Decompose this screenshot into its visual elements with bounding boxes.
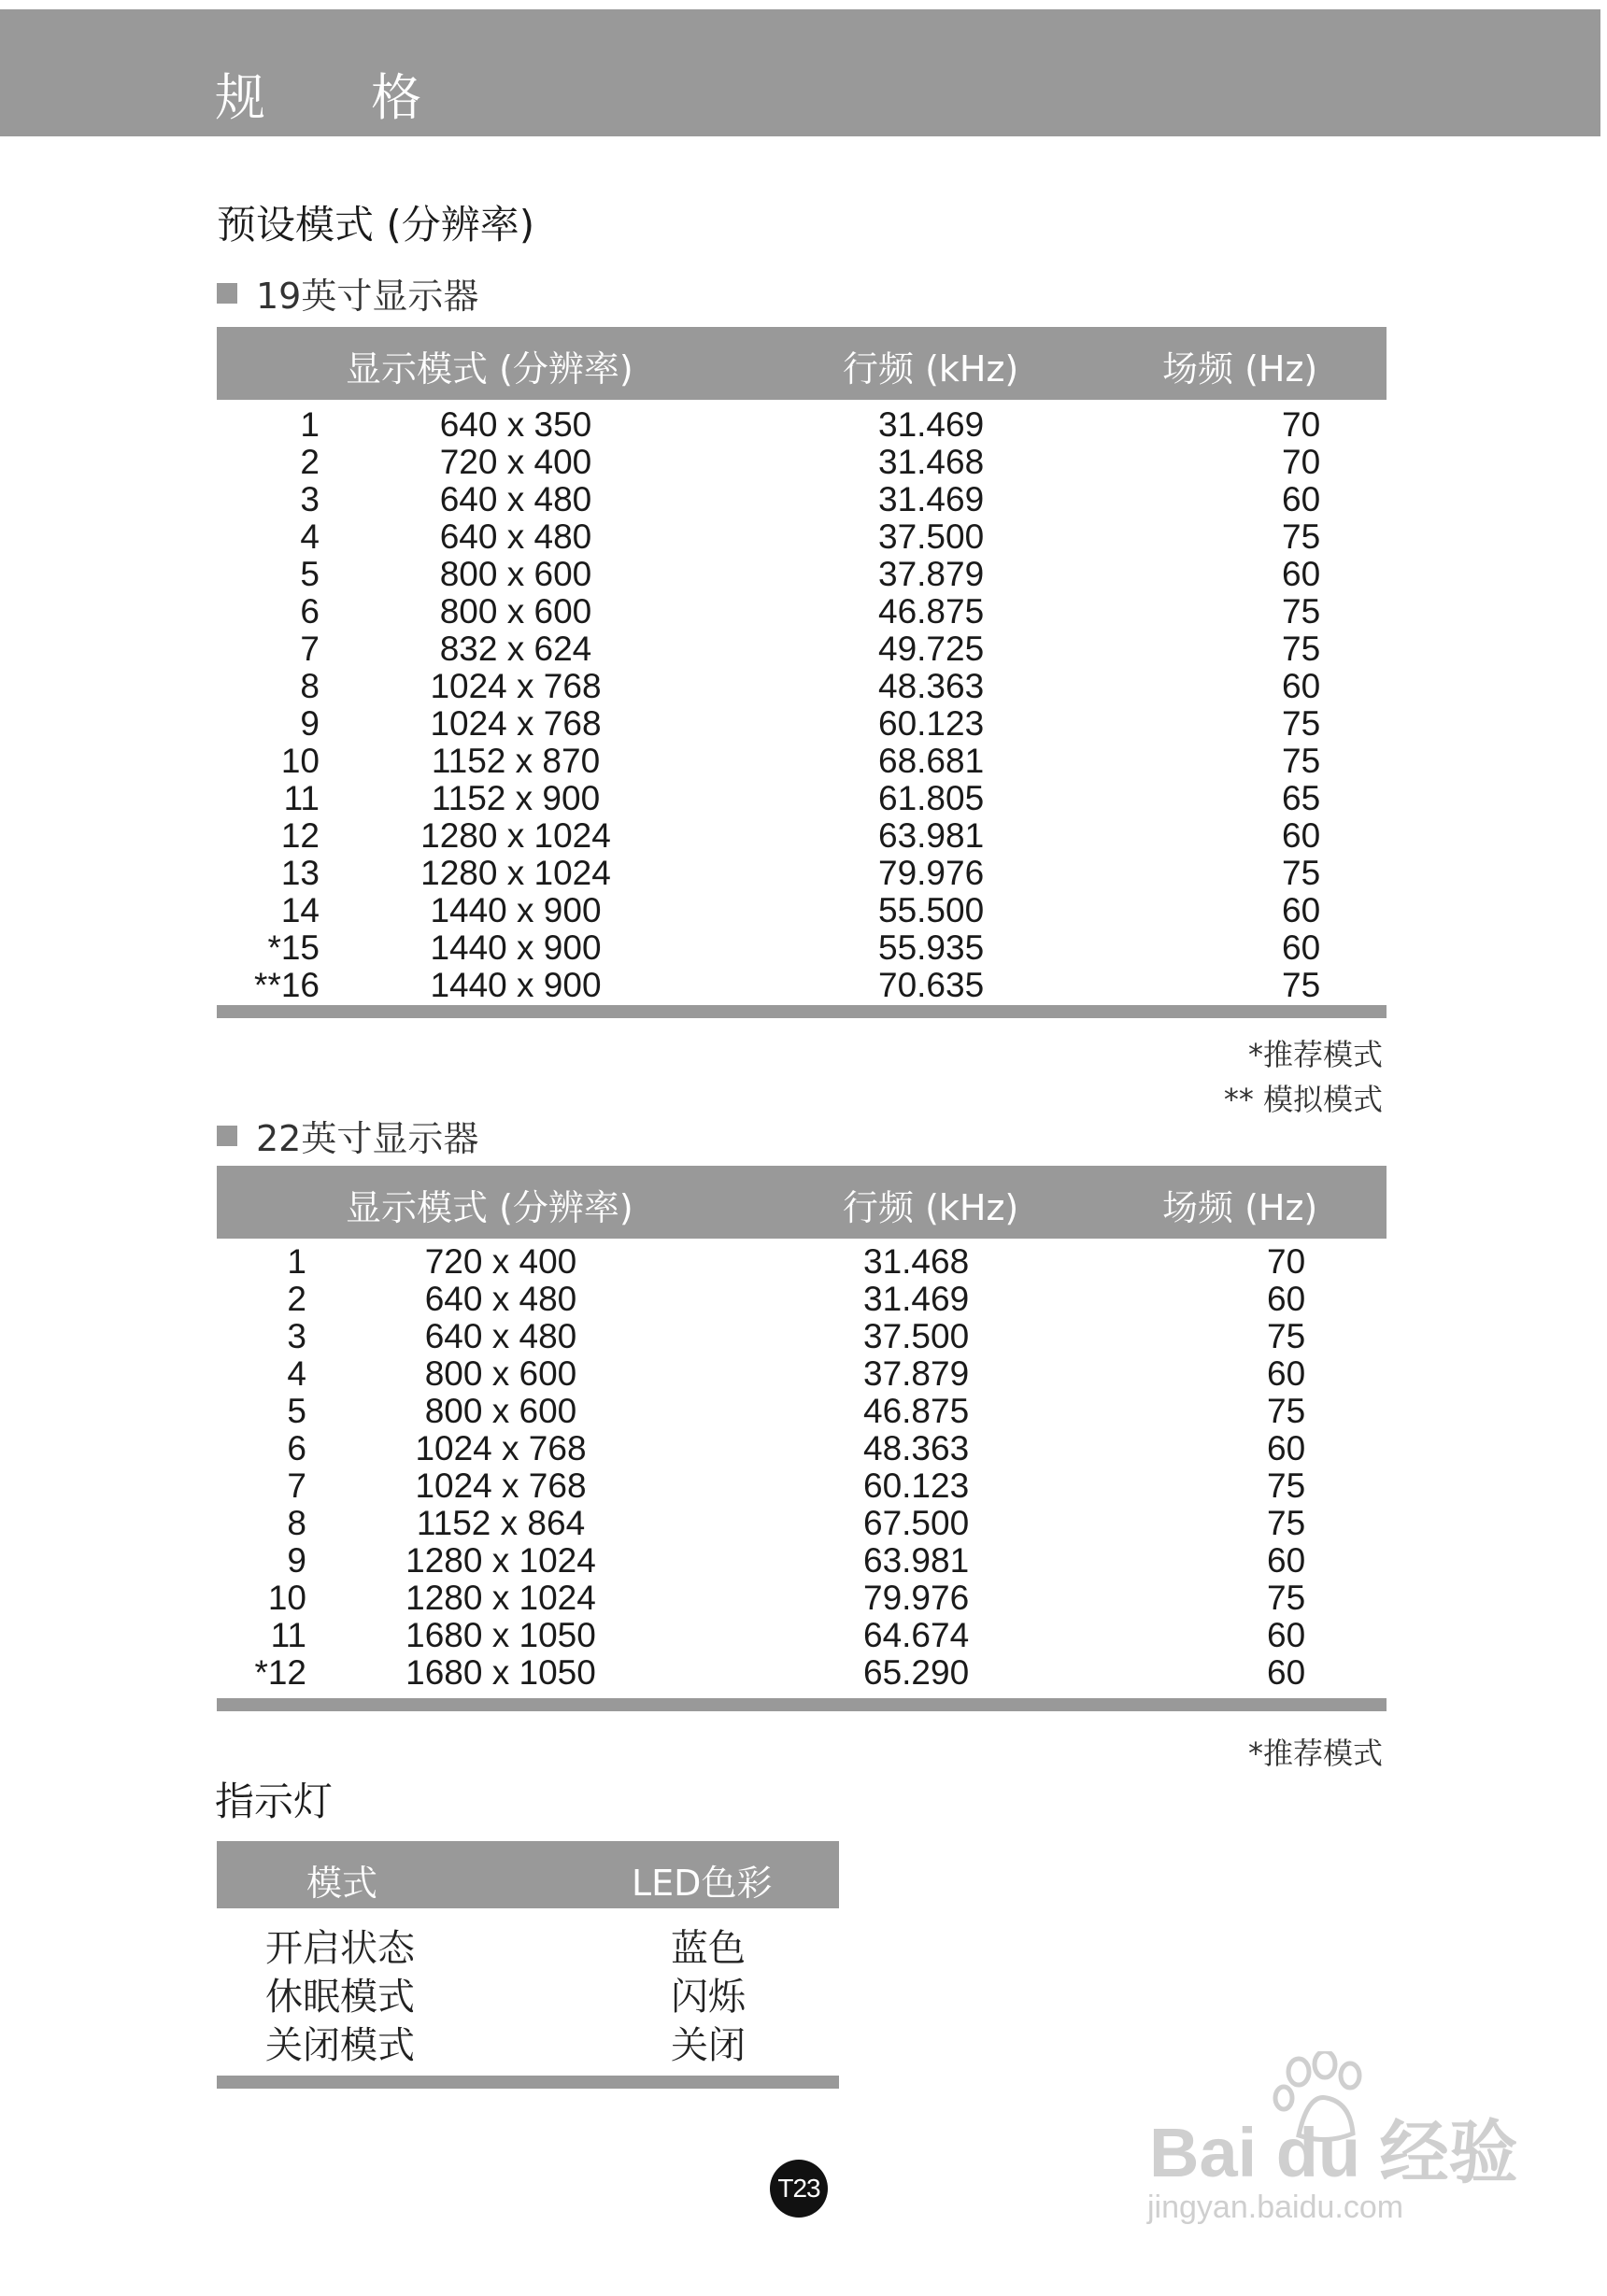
resolution: 1280 x 1024 xyxy=(420,854,611,892)
vertical-frequency: 70 xyxy=(1267,1242,1306,1281)
table-row xyxy=(217,443,1387,480)
vertical-frequency: 60 xyxy=(1267,1653,1306,1692)
page-number-badge: T23 xyxy=(770,2160,828,2218)
table-row xyxy=(217,1242,1387,1280)
horizontal-frequency: 67.500 xyxy=(863,1504,970,1542)
subtitle-19 xyxy=(217,267,478,319)
mode-index: 6 xyxy=(300,592,320,631)
resolution: 1024 x 768 xyxy=(430,667,602,705)
resolution: 1024 x 768 xyxy=(415,1429,587,1467)
mode-index: *12 xyxy=(254,1653,306,1692)
subtitle-22 xyxy=(217,1110,478,1161)
table-row xyxy=(217,891,1387,928)
mode-index: 8 xyxy=(287,1504,306,1542)
vertical-frequency: 75 xyxy=(1282,592,1321,631)
resolution: 1280 x 1024 xyxy=(420,816,611,855)
resolution: 1440 x 900 xyxy=(430,966,602,1004)
vertical-frequency: 60 xyxy=(1282,555,1321,593)
led-table-header xyxy=(217,1841,839,1908)
vertical-frequency: 60 xyxy=(1267,1541,1306,1580)
bullet-square-icon xyxy=(217,283,237,304)
mode-index: 9 xyxy=(300,704,320,743)
table-row xyxy=(217,742,1387,779)
table22-note-recommended: *推荐模式 xyxy=(1247,1736,1383,1771)
vertical-frequency: 75 xyxy=(1267,1317,1306,1355)
resolution: 1024 x 768 xyxy=(430,704,602,743)
horizontal-frequency: 79.976 xyxy=(863,1579,970,1617)
table-row xyxy=(217,1919,839,1970)
table-row xyxy=(217,816,1387,854)
watermark-logo: Bai du 经验 xyxy=(1149,2114,1518,2191)
mode-index: 1 xyxy=(287,1242,306,1281)
table-row xyxy=(217,704,1387,742)
table19-note-analog: ** 模拟模式 xyxy=(1223,1082,1383,1117)
horizontal-frequency: 46.875 xyxy=(863,1392,970,1430)
table19-note-recommended: *推荐模式 xyxy=(1247,1037,1383,1072)
resolution: 720 x 400 xyxy=(439,443,592,481)
table-row xyxy=(217,854,1387,891)
resolution: 800 x 600 xyxy=(424,1354,577,1393)
vertical-frequency: 65 xyxy=(1282,779,1321,817)
resolution: 1680 x 1050 xyxy=(405,1616,596,1654)
horizontal-frequency: 60.123 xyxy=(878,704,985,743)
mode-index: 7 xyxy=(287,1467,306,1505)
table-row xyxy=(217,2016,839,2067)
table-row xyxy=(217,1467,1387,1504)
resolution: 832 x 624 xyxy=(439,630,592,668)
table19-body xyxy=(217,405,1387,1003)
bullet-square-icon xyxy=(217,1126,237,1146)
vertical-frequency: 75 xyxy=(1282,742,1321,780)
resolution: 1152 x 900 xyxy=(431,779,601,817)
vertical-frequency: 75 xyxy=(1267,1392,1306,1430)
table-row xyxy=(217,480,1387,517)
vertical-frequency: 70 xyxy=(1282,405,1321,444)
table-row xyxy=(217,1579,1387,1616)
vertical-frequency: 60 xyxy=(1282,891,1321,929)
table19-header xyxy=(217,327,1387,400)
resolution: 1152 x 864 xyxy=(416,1504,586,1542)
resolution: 800 x 600 xyxy=(424,1392,577,1430)
mode-index: 11 xyxy=(283,779,320,817)
table22-header-mode: 显示模式 (分辨率) xyxy=(346,1187,633,1228)
resolution: 1440 x 900 xyxy=(430,928,602,967)
vertical-frequency: 75 xyxy=(1282,966,1321,1004)
table-row xyxy=(217,1541,1387,1579)
table-row xyxy=(217,1317,1387,1354)
vertical-frequency: 75 xyxy=(1282,630,1321,668)
resolution: 640 x 480 xyxy=(424,1317,577,1355)
horizontal-frequency: 46.875 xyxy=(878,592,985,631)
table19-footer-bar xyxy=(217,1005,1387,1018)
resolution: 640 x 480 xyxy=(424,1280,577,1318)
horizontal-frequency: 48.363 xyxy=(878,667,985,705)
vertical-frequency: 60 xyxy=(1282,816,1321,855)
table22-body xyxy=(217,1242,1387,1691)
horizontal-frequency: 65.290 xyxy=(863,1653,970,1692)
vertical-frequency: 60 xyxy=(1282,667,1321,705)
resolution: 1024 x 768 xyxy=(415,1467,587,1505)
mode-index: 2 xyxy=(287,1280,306,1318)
table-row xyxy=(217,592,1387,630)
mode-index: 4 xyxy=(287,1354,306,1393)
horizontal-frequency: 31.469 xyxy=(878,405,985,444)
resolution: 720 x 400 xyxy=(424,1242,577,1281)
table-row xyxy=(217,405,1387,443)
mode-index: 5 xyxy=(287,1392,306,1430)
horizontal-frequency: 31.469 xyxy=(863,1280,970,1318)
baidu-watermark xyxy=(1131,2051,1523,2229)
horizontal-frequency: 61.805 xyxy=(878,779,985,817)
horizontal-frequency: 37.879 xyxy=(863,1354,970,1393)
table-row xyxy=(217,1653,1387,1691)
led-table-footer-bar xyxy=(217,2076,839,2089)
resolution: 1680 x 1050 xyxy=(405,1653,596,1692)
table-row xyxy=(217,555,1387,592)
horizontal-frequency: 37.500 xyxy=(878,517,985,556)
horizontal-frequency: 68.681 xyxy=(878,742,985,780)
horizontal-frequency: 60.123 xyxy=(863,1467,970,1505)
resolution: 640 x 350 xyxy=(439,405,592,444)
mode-index: 3 xyxy=(287,1317,306,1355)
mode-index: *15 xyxy=(267,928,320,967)
page-title: 规 格 xyxy=(215,68,467,127)
vertical-frequency: 75 xyxy=(1267,1504,1306,1542)
vertical-frequency: 75 xyxy=(1267,1467,1306,1505)
resolution: 1152 x 870 xyxy=(431,742,601,780)
table-row xyxy=(217,1392,1387,1429)
led-header-color: LED色彩 xyxy=(632,1863,773,1904)
mode-index: 7 xyxy=(300,630,320,668)
resolution: 800 x 600 xyxy=(439,592,592,631)
horizontal-frequency: 49.725 xyxy=(878,630,985,668)
section-title-indicator: 指示灯 xyxy=(215,1779,334,1824)
table22-footer-bar xyxy=(217,1698,1387,1711)
table-row xyxy=(217,630,1387,667)
mode-index: 10 xyxy=(280,742,320,780)
mode-index: 2 xyxy=(300,443,320,481)
table22-header-hfreq: 行频 (kHz) xyxy=(843,1187,1019,1228)
horizontal-frequency: 63.981 xyxy=(878,816,985,855)
table-row xyxy=(217,1354,1387,1392)
led-mode: 关闭模式 xyxy=(265,2024,415,2067)
resolution: 1280 x 1024 xyxy=(405,1541,596,1580)
horizontal-frequency: 31.468 xyxy=(878,443,985,481)
watermark-url: jingyan.baidu.com xyxy=(1147,2190,1404,2225)
horizontal-frequency: 70.635 xyxy=(878,966,985,1004)
mode-index: 14 xyxy=(280,891,320,929)
vertical-frequency: 75 xyxy=(1267,1579,1306,1617)
table-row xyxy=(217,667,1387,704)
table-row xyxy=(217,928,1387,966)
mode-index: 13 xyxy=(280,854,320,892)
mode-index: **16 xyxy=(254,966,320,1004)
mode-index: 9 xyxy=(287,1541,306,1580)
table19-header-vfreq: 场频 (Hz) xyxy=(1162,348,1318,390)
resolution: 640 x 480 xyxy=(439,480,592,518)
subtitle-19-text: 19英寸显示器 xyxy=(256,276,479,317)
table19-header-hfreq: 行频 (kHz) xyxy=(843,348,1019,390)
mode-index: 11 xyxy=(270,1616,306,1654)
vertical-frequency: 60 xyxy=(1267,1616,1306,1654)
mode-index: 4 xyxy=(300,517,320,556)
resolution: 640 x 480 xyxy=(439,517,592,556)
table22-header xyxy=(217,1166,1387,1239)
led-header-mode: 模式 xyxy=(306,1863,378,1904)
subtitle-22-text: 22英寸显示器 xyxy=(256,1118,479,1159)
horizontal-frequency: 79.976 xyxy=(878,854,985,892)
vertical-frequency: 60 xyxy=(1267,1429,1306,1467)
horizontal-frequency: 37.879 xyxy=(878,555,985,593)
table-row xyxy=(217,1967,839,2019)
horizontal-frequency: 55.500 xyxy=(878,891,985,929)
table-row xyxy=(217,779,1387,816)
resolution: 1440 x 900 xyxy=(430,891,602,929)
led-mode: 休眠模式 xyxy=(265,1976,415,2019)
led-color: 关闭 xyxy=(671,2024,746,2067)
led-mode: 开启状态 xyxy=(265,1927,415,1970)
table19-header-mode: 显示模式 (分辨率) xyxy=(346,348,633,390)
horizontal-frequency: 31.469 xyxy=(878,480,985,518)
mode-index: 1 xyxy=(300,405,320,444)
horizontal-frequency: 48.363 xyxy=(863,1429,970,1467)
mode-index: 8 xyxy=(300,667,320,705)
vertical-frequency: 60 xyxy=(1282,480,1321,518)
vertical-frequency: 70 xyxy=(1282,443,1321,481)
horizontal-frequency: 63.981 xyxy=(863,1541,970,1580)
table22-header-vfreq: 场频 (Hz) xyxy=(1162,1187,1318,1228)
vertical-frequency: 60 xyxy=(1267,1280,1306,1318)
table-row xyxy=(217,966,1387,1003)
resolution: 800 x 600 xyxy=(439,555,592,593)
mode-index: 12 xyxy=(280,816,320,855)
table-row xyxy=(217,517,1387,555)
section-title-preset: 预设模式 (分辨率) xyxy=(217,202,535,248)
vertical-frequency: 75 xyxy=(1282,704,1321,743)
horizontal-frequency: 31.468 xyxy=(863,1242,970,1281)
horizontal-frequency: 55.935 xyxy=(878,928,985,967)
table-row xyxy=(217,1280,1387,1317)
vertical-frequency: 60 xyxy=(1267,1354,1306,1393)
led-color: 闪烁 xyxy=(671,1976,746,2019)
mode-index: 6 xyxy=(287,1429,306,1467)
mode-index: 5 xyxy=(300,555,320,593)
vertical-frequency: 60 xyxy=(1282,928,1321,967)
vertical-frequency: 75 xyxy=(1282,517,1321,556)
horizontal-frequency: 37.500 xyxy=(863,1317,970,1355)
horizontal-frequency: 64.674 xyxy=(863,1616,970,1654)
table-row xyxy=(217,1429,1387,1467)
table-row xyxy=(217,1616,1387,1653)
mode-index: 3 xyxy=(300,480,320,518)
resolution: 1280 x 1024 xyxy=(405,1579,596,1617)
led-table-body xyxy=(217,1919,839,2067)
table-row xyxy=(217,1504,1387,1541)
mode-index: 10 xyxy=(267,1579,306,1617)
vertical-frequency: 75 xyxy=(1282,854,1321,892)
led-color: 蓝色 xyxy=(671,1927,746,1970)
